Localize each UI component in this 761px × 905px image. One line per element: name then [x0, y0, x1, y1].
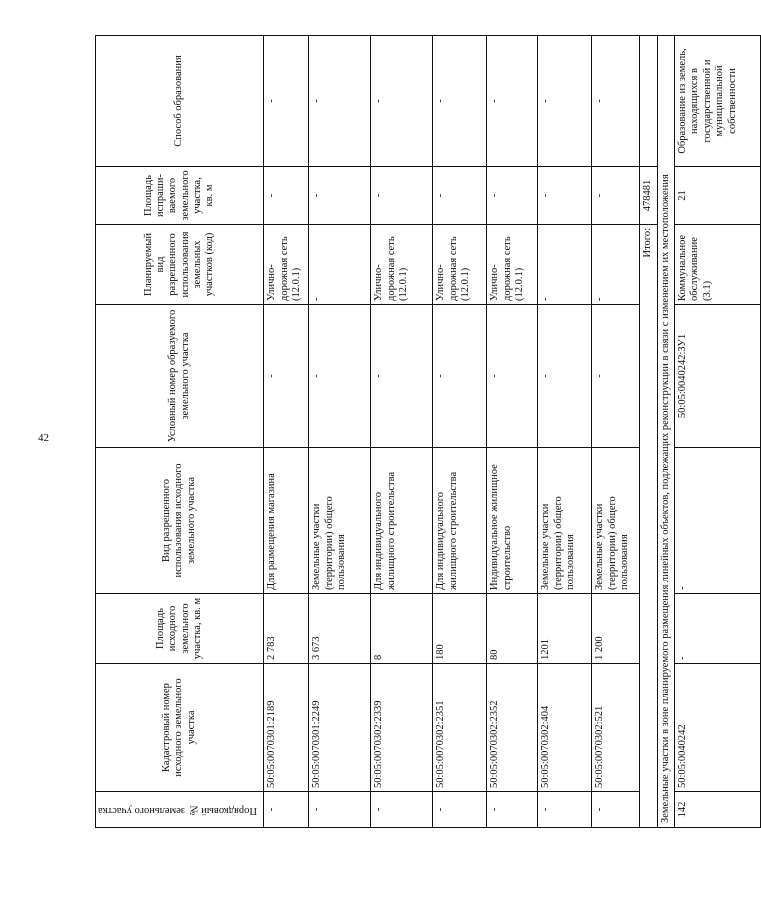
table-cell: Улично-дорожная сеть (12.0.1)	[264, 225, 309, 305]
table-cell: 1201	[538, 594, 592, 664]
table-cell: Улично-дорожная сеть (12.0.1)	[371, 225, 433, 305]
table-cell: -	[433, 305, 487, 448]
page-number: 42	[38, 432, 49, 444]
section-title-row	[657, 36, 674, 828]
table-cell: Земельные участки (территории) общего пользования	[538, 448, 592, 594]
header-cell: Условный номер образуемого земельного участка	[96, 305, 264, 448]
table-cell: -	[371, 305, 433, 448]
table-row	[309, 36, 371, 828]
table-cell: 50:05:0070301:2249	[309, 664, 371, 792]
table-row	[538, 36, 592, 828]
table-cell: -	[675, 448, 761, 594]
table-cell: 50:05:0070302:2339	[371, 664, 433, 792]
table-cell: -	[592, 36, 640, 167]
table-cell: -	[264, 792, 309, 828]
table-cell: -	[309, 305, 371, 448]
table-cell: -	[538, 225, 592, 305]
table-cell: -	[433, 36, 487, 167]
header-cell: Площадь исходного земельного участка, кв. м	[96, 594, 264, 664]
total-value: 478481	[640, 167, 657, 225]
table-cell: Коммунальное обслуживание (3.1)	[675, 225, 761, 305]
table-cell: 8	[371, 594, 433, 664]
table-cell: -	[309, 36, 371, 167]
table-cell: 50:05:0040242:ЗУ1	[675, 305, 761, 448]
empty-cell	[640, 36, 657, 167]
table-cell: Для индивидуального жилищного строительства	[433, 448, 487, 594]
table-cell: -	[592, 792, 640, 828]
table-cell: -	[433, 792, 487, 828]
table-cell: 80	[487, 594, 538, 664]
table-cell: 21	[675, 167, 761, 225]
table-cell: Улично-дорожная сеть (12.0.1)	[487, 225, 538, 305]
table-cell: -	[264, 305, 309, 448]
table-row	[264, 36, 309, 828]
land-parcels-table	[95, 35, 761, 828]
table-cell: Улично-дорожная сеть (12.0.1)	[433, 225, 487, 305]
header-cell: Кадастровый номер исходного земельного участка	[96, 664, 264, 792]
table-cell: -	[487, 167, 538, 225]
table-cell: 2 783	[264, 594, 309, 664]
header-cell: Вид разрешенного использования исходного земельного участка	[96, 448, 264, 594]
header-cell: Способ образования	[96, 36, 264, 167]
table-cell: -	[371, 36, 433, 167]
table-cell: -	[592, 225, 640, 305]
table-cell: -	[487, 305, 538, 448]
table-cell: 180	[433, 594, 487, 664]
table-row	[487, 36, 538, 828]
table-cell: -	[675, 594, 761, 664]
table-cell: 142	[675, 792, 761, 828]
total-row	[640, 36, 657, 828]
table-row	[675, 36, 761, 828]
table-cell: -	[487, 36, 538, 167]
table-cell: 50:05:0070301:2189	[264, 664, 309, 792]
table-cell: 50:05:0040242	[675, 664, 761, 792]
table-cell: -	[433, 167, 487, 225]
table-cell: -	[538, 792, 592, 828]
table-cell: -	[371, 167, 433, 225]
table-cell: -	[487, 792, 538, 828]
header-cell: Планируемый вид разрешенного использования земельных участков (код)	[96, 225, 264, 305]
table-cell: Индивидуальное жилищное строительство	[487, 448, 538, 594]
table-row	[433, 36, 487, 828]
table-cell: -	[592, 167, 640, 225]
table-cell: 3 673	[309, 594, 371, 664]
table-cell: -	[371, 792, 433, 828]
table-cell: 50:05:0070302:404	[538, 664, 592, 792]
table-cell: 50:05:0070302:2352	[487, 664, 538, 792]
table-cell: -	[538, 305, 592, 448]
table-header-row	[96, 36, 264, 828]
table-cell: -	[309, 167, 371, 225]
total-label: Итого:	[640, 225, 657, 828]
table-cell: 50:05:0070302:521	[592, 664, 640, 792]
rotated-page-content	[95, 36, 738, 828]
table-row	[371, 36, 433, 828]
table-cell: -	[538, 167, 592, 225]
header-cell: Порядковый № земельного участка	[96, 792, 264, 828]
table-cell: 50:05:0070302:2351	[433, 664, 487, 792]
table-cell: Для размещения магазина	[264, 448, 309, 594]
table-row	[592, 36, 640, 828]
table-cell: Земельные участки (территории) общего пользования	[592, 448, 640, 594]
table-cell: -	[538, 36, 592, 167]
table-cell: Земельные участки (территории) общего пользования	[309, 448, 371, 594]
table-cell: 1 200	[592, 594, 640, 664]
table-cell: -	[309, 225, 371, 305]
header-cell: Площадь испраши-ваемого земельного участка, кв. м	[96, 167, 264, 225]
table-cell: Для индивидуального жилищного строительства	[371, 448, 433, 594]
table-cell: -	[592, 305, 640, 448]
table-cell: -	[264, 36, 309, 167]
table-cell: -	[309, 792, 371, 828]
table-cell: -	[264, 167, 309, 225]
table-cell: Образование из земель, находящихся в государственной и муниципальной собственности	[675, 36, 761, 167]
section-title: Земельные участки в зоне планируемого размещения линейных объектов, подлежащих реконструкции в связи с изменением их местоположения	[657, 36, 674, 828]
